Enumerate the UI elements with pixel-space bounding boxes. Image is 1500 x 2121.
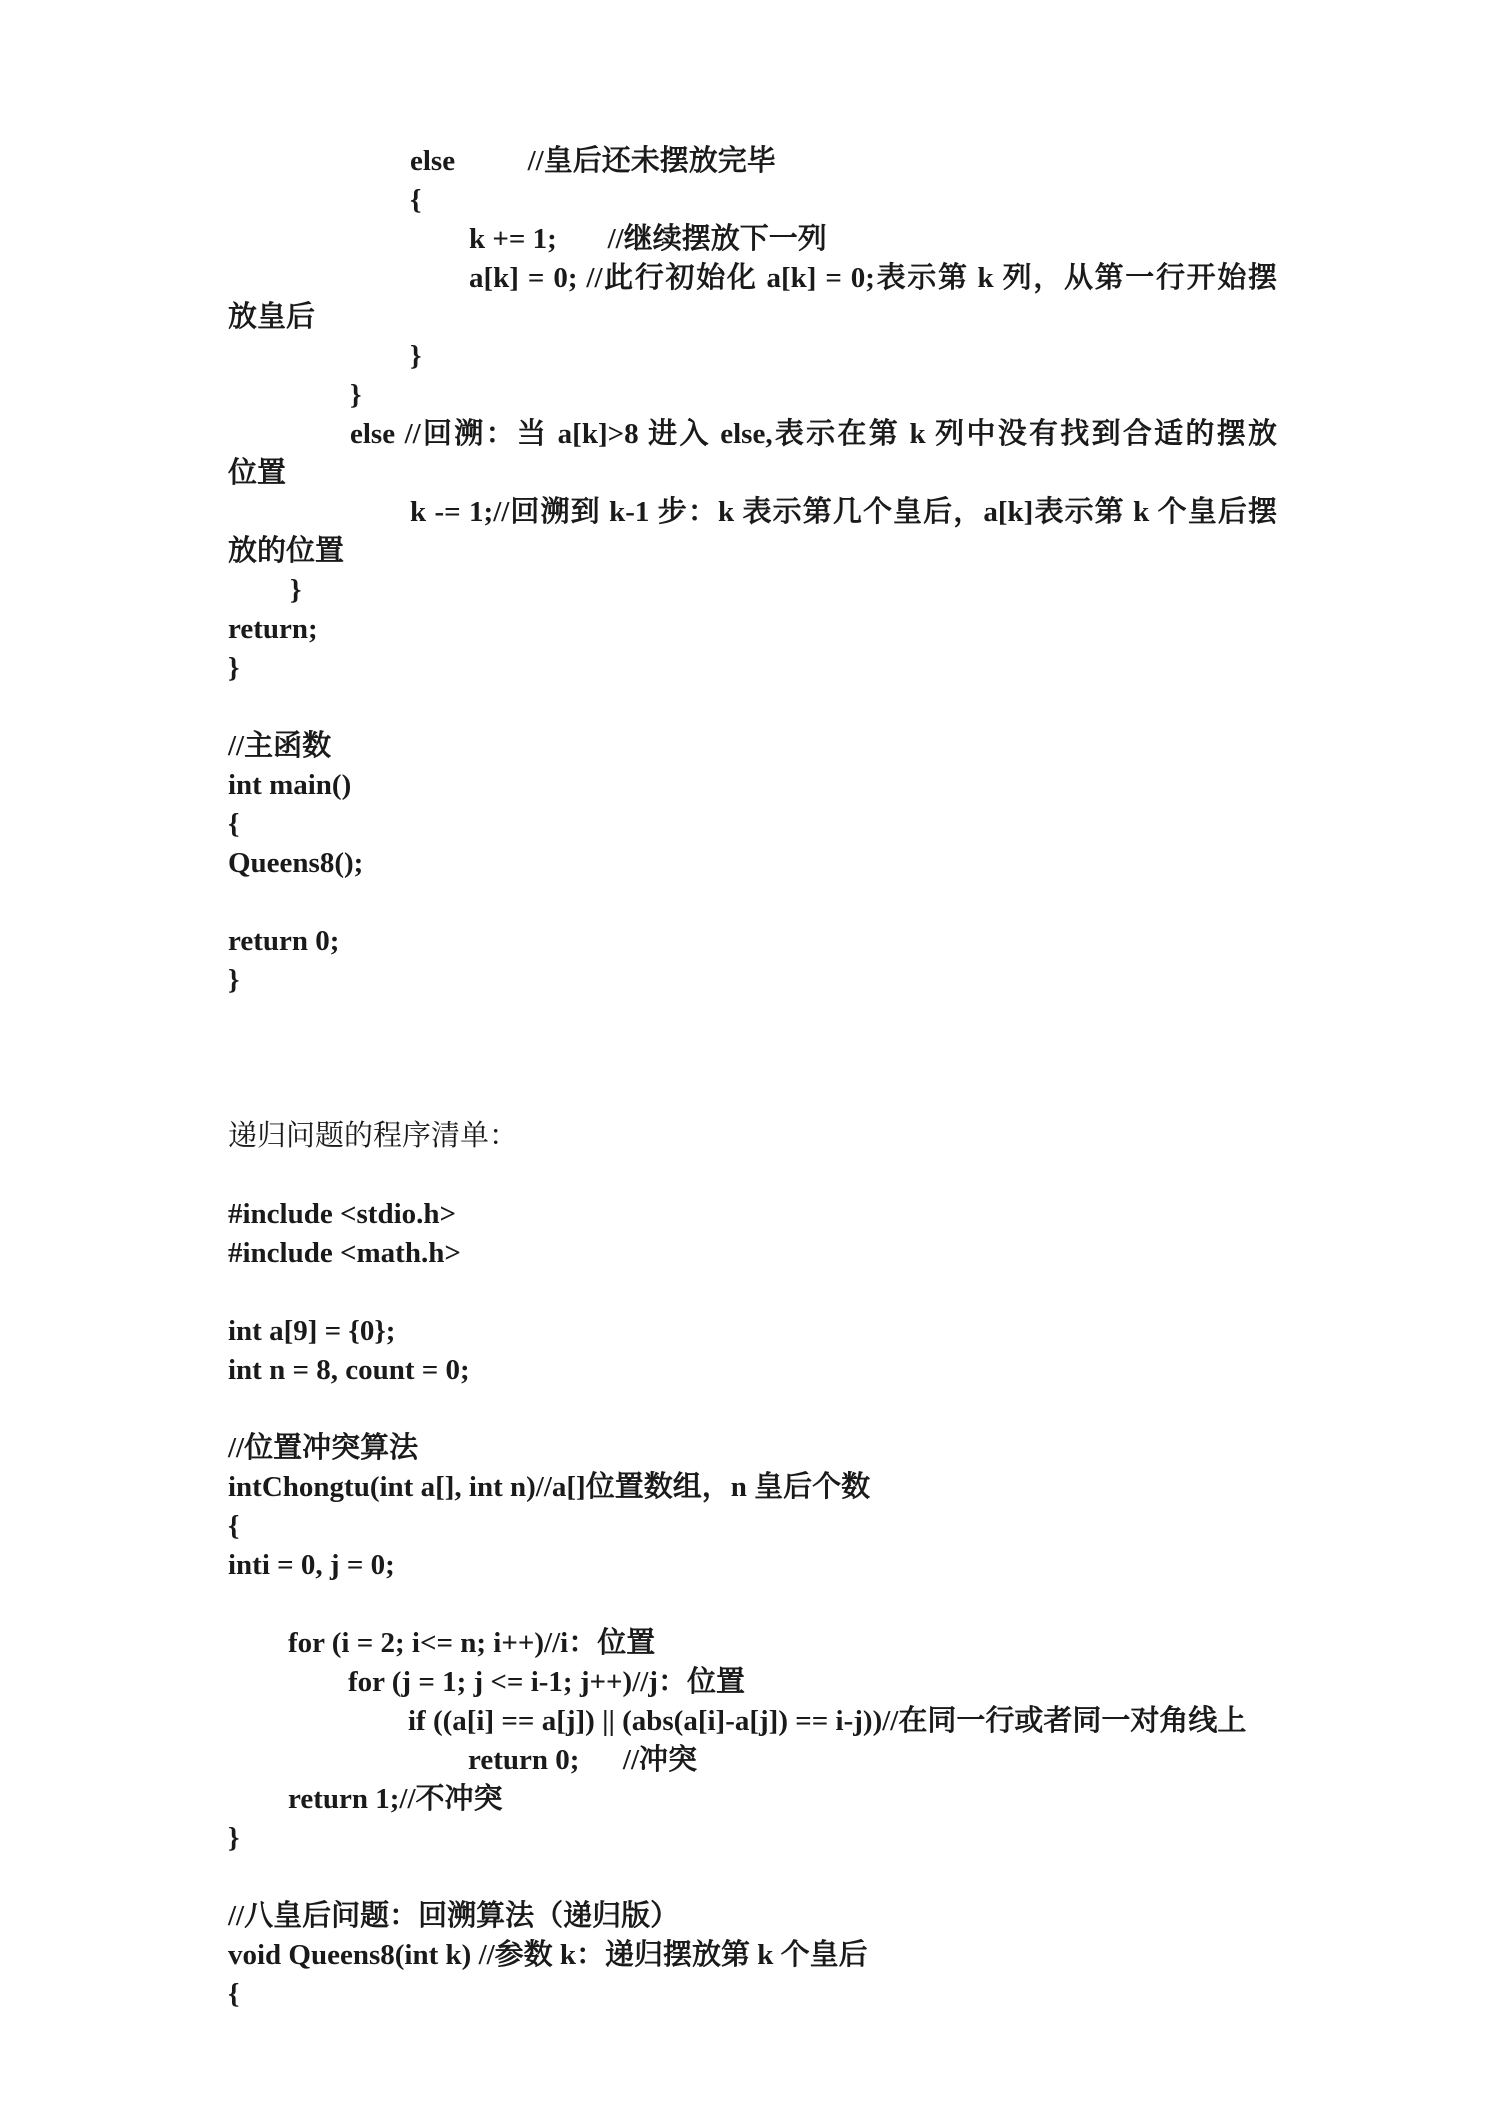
code-line: int main() (228, 769, 352, 801)
code-line: { (228, 1510, 240, 1542)
code-line: for (i = 2; i<= n; i++)//i：位置 (288, 1627, 656, 1659)
code-line: #include <math.h> (228, 1237, 461, 1269)
code-line: int n = 8, count = 0; (228, 1354, 470, 1386)
code-line: for (j = 1; j <= i-1; j++)//j：位置 (348, 1666, 745, 1698)
code-line: } (228, 964, 240, 996)
code-line: return; (228, 613, 318, 645)
code-comment: //位置冲突算法 (228, 1432, 419, 1464)
code-line: k += 1; //继续摆放下一列 (469, 223, 827, 255)
code-comment: //八皇后问题：回溯算法（递归版） (228, 1900, 680, 1932)
code-line: k -= 1;//回溯到 k-1 步：k 表示第几个皇后，a[k]表示第 k 个皇后摆 (410, 496, 1277, 528)
code-line: #include <stdio.h> (228, 1198, 457, 1230)
code-line: else //回溯：当 a[k]>8 进入 else,表示在第 k 列中没有找到合适的摆放 (350, 418, 1277, 450)
code-line: a[k] = 0; //此行初始化 a[k] = 0;表示第 k 列，从第一行开始摆 (469, 262, 1277, 294)
code-line: int a[9] = {0}; (228, 1315, 396, 1347)
code-line: } (410, 340, 422, 372)
code-line: 位置 (228, 457, 287, 489)
code-line: intChongtu(int a[], int n)//a[]位置数组，n 皇后个数 (228, 1471, 871, 1503)
code-line: return 1;//不冲突 (288, 1783, 503, 1815)
code-line: void Queens8(int k) //参数 k：递归摆放第 k 个皇后 (228, 1939, 868, 1971)
code-line: else //皇后还未摆放完毕 (410, 145, 776, 177)
code-line: if ((a[i] == a[j]) || (abs(a[i]-a[j]) == i-j))//在同一行或者同一对角线上 (408, 1705, 1247, 1737)
code-line: } (228, 652, 240, 684)
code-comment: //主函数 (228, 730, 332, 762)
code-line: { (410, 184, 422, 216)
code-line: Queens8(); (228, 847, 364, 879)
section-title: 递归问题的程序清单： (228, 1120, 519, 1152)
code-line: 放的位置 (228, 535, 345, 567)
code-line: } (290, 574, 302, 606)
code-line: { (228, 1978, 240, 2010)
code-line: return 0; //冲突 (468, 1744, 698, 1776)
code-line: return 0; (228, 925, 340, 957)
code-line: inti = 0, j = 0; (228, 1549, 395, 1581)
code-line: 放皇后 (228, 301, 316, 333)
code-line: } (228, 1822, 240, 1854)
code-line: { (228, 808, 240, 840)
code-line: } (350, 379, 362, 411)
